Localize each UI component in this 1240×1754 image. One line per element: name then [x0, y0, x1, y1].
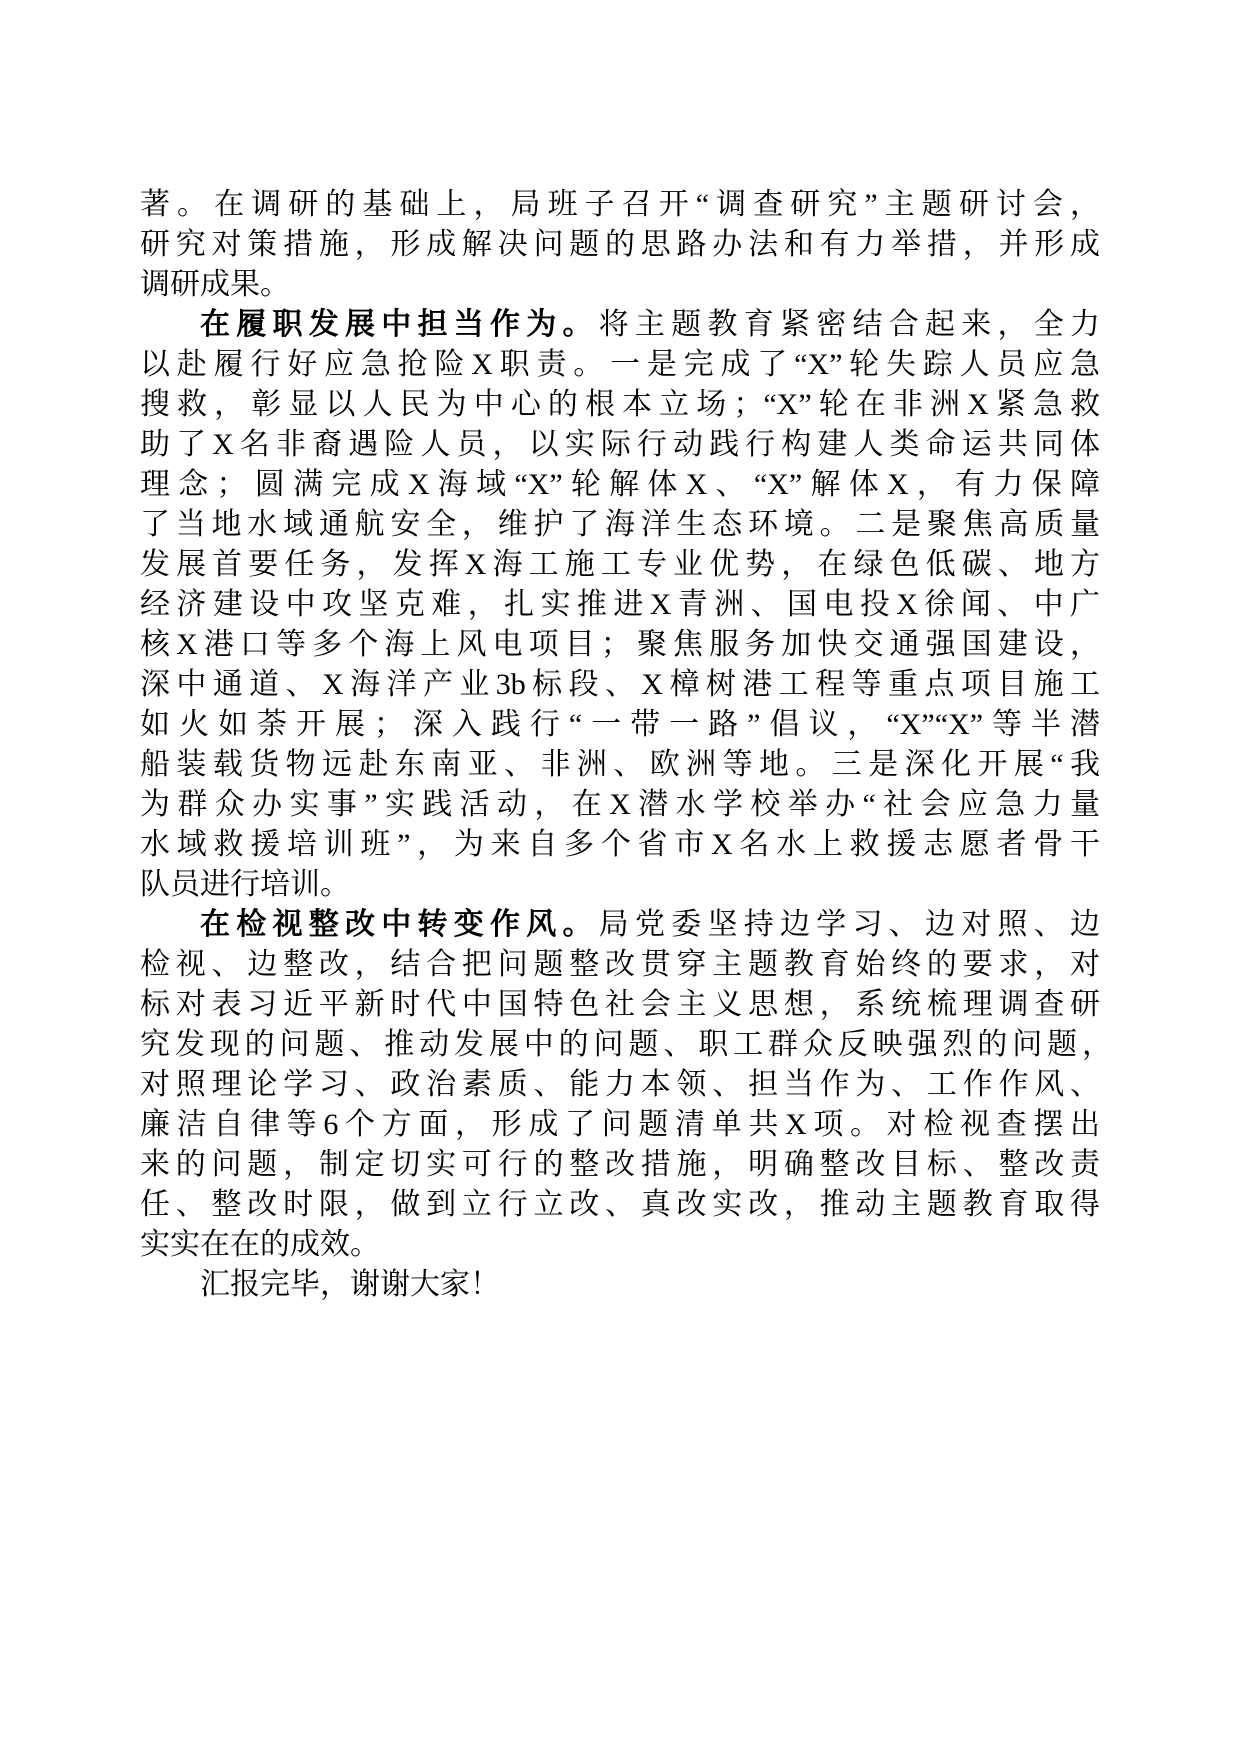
closing-remark: 汇报完毕，谢谢大家！	[200, 1268, 500, 1301]
text-line: 为群众办实事”实践活动，在X潜水学校举办“社会应急力量	[140, 788, 1100, 821]
text-line: 深中通道、X海洋产业3b标段、X樟树港工程等重点项目施工	[140, 668, 1100, 701]
paragraph-heading: 在检视整改中转变作风。	[200, 908, 599, 941]
text-line: 对照理论学习、政治素质、能力本领、担当作为、工作作风、	[140, 1068, 1100, 1101]
text-line: 经济建设中攻坚克难，扎实推进X青洲、国电投X徐闻、中广	[140, 588, 1100, 621]
text-line: 廉洁自律等6个方面，形成了问题清单共X项。对检视查摆出	[140, 1108, 1100, 1141]
text-line: 助了X名非裔遇险人员，以实际行动践行构建人类命运共同体	[140, 428, 1100, 461]
paragraph-continuation	[140, 185, 1100, 305]
text-line: 如火如荼开展；深入践行“一带一路”倡议，“X”“X”等半潜	[140, 708, 1100, 741]
text-line: 标对表习近平新时代中国特色社会主义思想，系统梳理调查研	[140, 988, 1100, 1021]
text-line: 以赴履行好应急抢险X职责。一是完成了“X”轮失踪人员应急	[140, 348, 1100, 381]
paragraph-closing	[140, 1265, 1100, 1305]
text-line: 队员进行培训。	[140, 868, 350, 901]
text-line: 理念；圆满完成X海域“X”轮解体X、“X”解体X，有力保障	[140, 468, 1100, 501]
text-line: 实实在在的成效。	[140, 1228, 380, 1261]
text-line	[140, 905, 1100, 945]
text-line: 搜救，彰显以人民为中心的根本立场；“X”轮在非洲X紧急救	[140, 388, 1100, 421]
text-line-content: 局党委坚持边学习、边对照、边	[598, 908, 1100, 941]
text-line: 调研成果。	[140, 268, 290, 301]
text-line: 著。在调研的基础上，局班子召开“调查研究”主题研讨会，	[140, 188, 1100, 221]
paragraph-duty-performance	[140, 305, 1100, 905]
text-line: 水域救援培训班”，为来自多个省市X名水上救援志愿者骨干	[140, 828, 1100, 861]
paragraph-inspection-rectification	[140, 905, 1112, 1265]
text-line: 检视、边整改，结合把问题整改贯穿主题教育始终的要求，对	[140, 948, 1100, 981]
text-line: 发展首要任务，发挥X海工施工专业优势，在绿色低碳、地方	[140, 548, 1100, 581]
text-line: 核X港口等多个海上风电项目；聚焦服务加快交通强国建设，	[140, 628, 1100, 661]
text-line: 任、整改时限，做到立行立改、真改实改，推动主题教育取得	[140, 1188, 1100, 1221]
paragraph-heading: 在履职发展中担当作为。	[200, 308, 599, 341]
text-line: 来的问题，制定切实可行的整改措施，明确整改目标、整改责	[140, 1148, 1100, 1181]
text-line: 研究对策措施，形成解决问题的思路办法和有力举措，并形成	[140, 228, 1100, 261]
text-line	[140, 305, 1100, 345]
text-line: 船装载货物远赴东南亚、非洲、欧洲等地。三是深化开展“我	[140, 748, 1100, 781]
text-line-content: 将主题教育紧密结合起来，全力	[598, 308, 1100, 341]
document-body	[140, 185, 1112, 1305]
text-line: 究发现的问题、推动发展中的问题、职工群众反映强烈的问题，	[140, 1028, 1112, 1061]
text-line: 了当地水域通航安全，维护了海洋生态环境。二是聚焦高质量	[140, 508, 1100, 541]
